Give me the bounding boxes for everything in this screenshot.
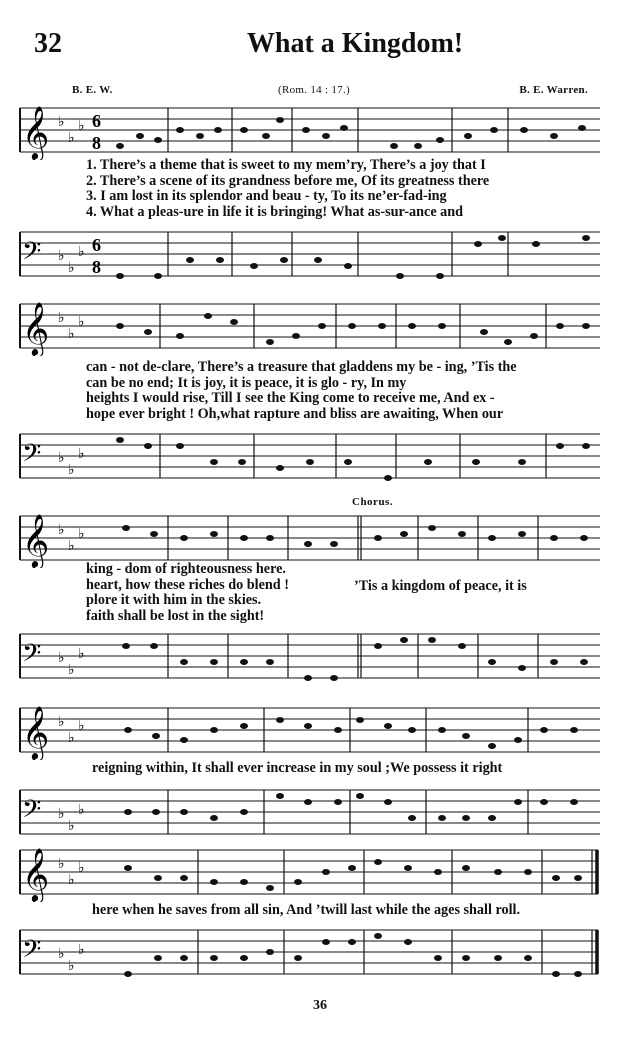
svg-text:♭: ♭	[78, 314, 85, 330]
treble-staff-system-3	[8, 508, 598, 568]
verse-2-line-2: can be no end; It is joy, it is peace, it is glo - ry, In my	[86, 374, 407, 391]
svg-text:♭: ♭	[78, 646, 85, 662]
verse-4-line-1: 4. What a pleas-ure in life it is bringing! What as-sur-ance and	[86, 203, 464, 220]
svg-text:♭: ♭	[68, 260, 75, 276]
svg-text:♭: ♭	[68, 462, 75, 478]
svg-text:♭: ♭	[78, 942, 85, 958]
chorus-label: Chorus.	[352, 496, 394, 508]
treble-clef-icon: 𝄞	[22, 847, 50, 901]
svg-text:♭: ♭	[58, 806, 65, 822]
treble-staff-system-1	[8, 100, 598, 160]
svg-text:♭: ♭	[68, 538, 75, 554]
svg-text:♭: ♭	[78, 244, 85, 260]
svg-text:♭: ♭	[78, 718, 85, 734]
svg-text:♭: ♭	[58, 650, 65, 666]
svg-text:♭: ♭	[78, 802, 85, 818]
svg-text:♭: ♭	[58, 946, 65, 962]
svg-text:♭: ♭	[78, 526, 85, 542]
svg-text:♭: ♭	[78, 446, 85, 462]
composer-credit: B. E. Warren.	[519, 84, 588, 96]
chorus-line-3: here when he saves from all sin, And ’twill last while the ages shall roll.	[92, 902, 521, 918]
verse-4-line-2: hope ever bright ! Oh,what rapture and bliss are awaiting, When our	[86, 405, 504, 422]
chorus-line-1: ’Tis a kingdom of peace, it is	[354, 578, 527, 594]
verse-3-line-2: heights I would rise, Till I see the King come to receive me, And ex -	[86, 390, 495, 407]
page-number: 36	[313, 998, 327, 1013]
bass-clef-icon: 𝄢	[22, 639, 42, 674]
bass-clef-icon: 𝄢	[22, 237, 42, 272]
lyricist-credit: B. E. W.	[72, 84, 113, 96]
bass-clef-icon: 𝄢	[22, 439, 42, 474]
svg-text:♭: ♭	[58, 522, 65, 538]
verse-1-line-3: king - dom of righteousness here.	[86, 561, 286, 577]
verse-2-line-1: 2. There’s a scene of its grandness before me, Of its greatness there	[86, 172, 490, 189]
verse-1-line-2: can - not de-clare, There’s a treasure that gladdens my be - ing, ’Tis the	[86, 359, 517, 375]
svg-text:♭: ♭	[68, 326, 75, 342]
verse-3-line-3: plore it with him in the skies.	[86, 592, 262, 609]
svg-text:♭: ♭	[58, 114, 65, 130]
verse-block-system-1	[86, 158, 606, 220]
svg-text:♭: ♭	[58, 856, 65, 872]
verse-4-line-3: faith shall be lost in the sight!	[86, 607, 265, 624]
svg-text:♭: ♭	[58, 714, 65, 730]
bass-staff-system-5	[8, 920, 598, 986]
svg-text:♭: ♭	[58, 248, 65, 264]
treble-staff-system-2	[8, 296, 598, 356]
hymn-title: What a Kingdom!	[246, 28, 464, 59]
verse-3-line-1: 3. I am lost in its splendor and beau - ty, To its ne’er-fad-ing	[86, 188, 447, 205]
svg-text:♭: ♭	[68, 130, 75, 146]
svg-text:6: 6	[92, 235, 101, 255]
scripture-reference: (Rom. 14 : 17.)	[278, 84, 351, 96]
svg-text:♭: ♭	[68, 818, 75, 834]
verse-block-system-2	[86, 360, 606, 422]
bass-staff-system-2	[8, 424, 598, 490]
svg-text:♭: ♭	[68, 958, 75, 974]
svg-text:♭: ♭	[58, 450, 65, 466]
bass-clef-icon: 𝄢	[22, 935, 42, 970]
treble-staff-system-5	[8, 842, 598, 902]
verse-2-line-3: heart, how these riches do blend !	[86, 576, 289, 593]
bass-staff-system-3	[8, 624, 598, 690]
bass-staff-system-1	[8, 222, 598, 288]
svg-text:♭: ♭	[58, 310, 65, 326]
svg-text:6: 6	[92, 111, 101, 131]
svg-text:8: 8	[92, 257, 101, 277]
verse-1-line-1: 1. There’s a theme that is sweet to my mem’ry, There’s a joy that I	[86, 157, 486, 173]
hymn-number: 32	[34, 28, 62, 59]
svg-text:♭: ♭	[68, 730, 75, 746]
bass-clef-icon: 𝄢	[22, 795, 42, 830]
treble-staff-system-4	[8, 700, 598, 760]
svg-text:♭: ♭	[68, 662, 75, 678]
bass-staff-system-4	[8, 780, 598, 846]
chorus-line-2: reigning within, It shall ever increase in my soul ;We possess it right	[92, 760, 503, 776]
svg-text:♭: ♭	[68, 872, 75, 888]
verse-block-system-3	[86, 562, 366, 624]
treble-clef-icon: 𝄞	[22, 301, 50, 355]
treble-clef-icon: 𝄞	[22, 105, 50, 159]
treble-clef-icon: 𝄞	[22, 513, 50, 567]
svg-text:♭: ♭	[78, 860, 85, 876]
svg-text:♭: ♭	[78, 118, 85, 134]
treble-clef-icon: 𝄞	[22, 705, 50, 759]
svg-text:8: 8	[92, 133, 101, 153]
